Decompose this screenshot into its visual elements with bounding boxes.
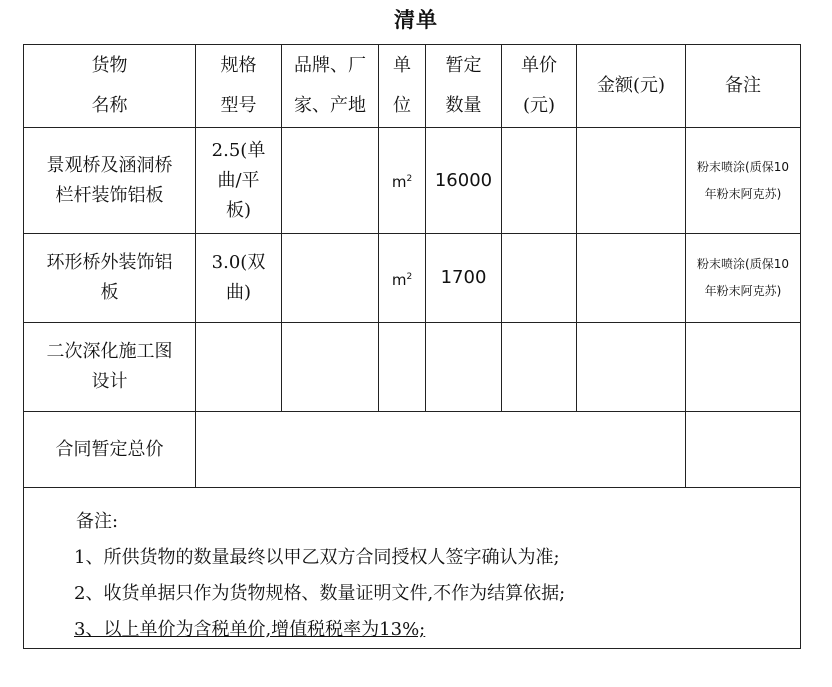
total-label-cell: 合同暂定总价 bbox=[24, 412, 196, 488]
item-amount-cell bbox=[577, 234, 686, 323]
table-row bbox=[24, 323, 801, 412]
item-name-cell: 二次深化施工图 设计 bbox=[24, 323, 196, 412]
notes-row bbox=[24, 488, 801, 649]
bill-table bbox=[23, 44, 801, 649]
item-remark-cell: 粉末喷涂(质保10 年粉末阿克苏) bbox=[686, 128, 801, 234]
table-header-row bbox=[24, 45, 801, 128]
item-unit-cell: $m^2$ bbox=[379, 234, 426, 323]
item-spec-cell: 2.5(单 曲/平 板) bbox=[196, 128, 282, 234]
note-item: 2、收货单据只作为货物规格、数量证明文件,不作为结算依据; bbox=[74, 583, 566, 604]
item-unit-cell bbox=[379, 323, 426, 412]
item-qty-cell: 16000 bbox=[426, 128, 502, 234]
item-price-cell bbox=[502, 128, 577, 234]
header-cell: 规格 型号 bbox=[196, 45, 282, 128]
item-price-cell bbox=[502, 323, 577, 412]
item-spec-cell: 3.0(双 曲) bbox=[196, 234, 282, 323]
item-name-cell: 景观桥及涵洞桥 栏杆装饰铝板 bbox=[24, 128, 196, 234]
item-remark-cell: 粉末喷涂(质保10 年粉末阿克苏) bbox=[686, 234, 801, 323]
note-item: 1、所供货物的数量最终以甲乙双方合同授权人签字确认为准; bbox=[74, 547, 560, 568]
notes-block bbox=[24, 488, 800, 648]
header-cell: 单 位 bbox=[379, 45, 426, 128]
header-cell: 金额(元) bbox=[577, 45, 686, 128]
total-value-cell bbox=[196, 412, 686, 488]
header-cell: 品牌、厂 家、产地 bbox=[282, 45, 379, 128]
table-row bbox=[24, 234, 801, 323]
item-price-cell bbox=[502, 234, 577, 323]
item-amount-cell bbox=[577, 128, 686, 234]
item-spec-cell bbox=[196, 323, 282, 412]
total-row bbox=[24, 412, 801, 488]
table-row bbox=[24, 128, 801, 234]
note-item: 3、以上单价为含税单价,增值税税率为13%; bbox=[74, 619, 426, 640]
notes-heading: 备注: bbox=[76, 511, 119, 532]
header-cell: 暂定 数量 bbox=[426, 45, 502, 128]
header-cell: 单价 (元) bbox=[502, 45, 577, 128]
item-brand-cell bbox=[282, 234, 379, 323]
item-name-cell: 环形桥外装饰铝 板 bbox=[24, 234, 196, 323]
item-brand-cell bbox=[282, 323, 379, 412]
item-unit-cell: $m^2$ bbox=[379, 128, 426, 234]
header-cell: 货物 名称 bbox=[24, 45, 196, 128]
item-remark-cell bbox=[686, 323, 801, 412]
header-cell: 备注 bbox=[686, 45, 801, 128]
total-remark-cell bbox=[686, 412, 801, 488]
document-title: 清单 bbox=[394, 8, 438, 32]
item-qty-cell: 1700 bbox=[426, 234, 502, 323]
item-brand-cell bbox=[282, 128, 379, 234]
notes-cell bbox=[24, 488, 801, 649]
item-amount-cell bbox=[577, 323, 686, 412]
item-qty-cell bbox=[426, 323, 502, 412]
